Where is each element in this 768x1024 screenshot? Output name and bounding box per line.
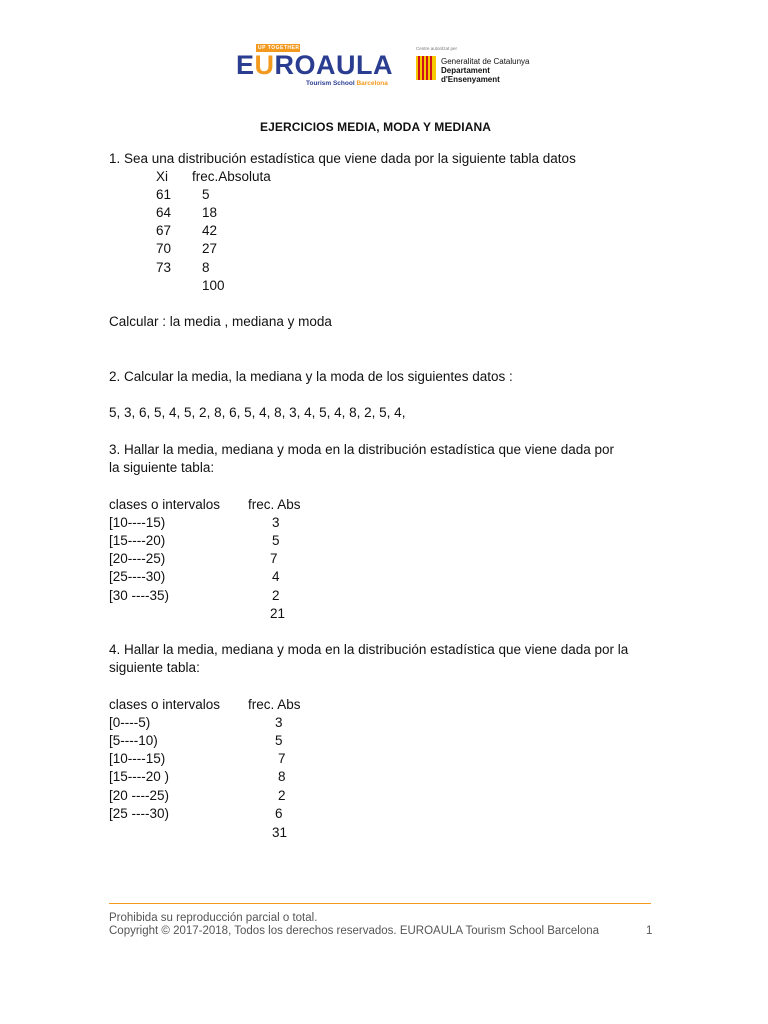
logo-letter-u: U — [254, 50, 275, 80]
logo-letters-roaula: ROAULA — [274, 50, 394, 80]
ex3-row-freq: 7 — [270, 551, 278, 566]
ex4-row-freq: 3 — [275, 715, 283, 730]
logo-letter-e: E — [236, 50, 255, 80]
ex4-row-class: [25 ----30) — [109, 806, 170, 821]
ex3-col-class: clases o intervalos — [109, 497, 221, 512]
ex4-row-class: [5----10) — [109, 733, 158, 748]
footer-copyright: Copyright © 2017-2018, Todos los derechos reservados. EUROAULA Tourism School Barcelona — [109, 925, 600, 937]
gencat-note: Centre autoritzat per — [416, 46, 458, 51]
ex3-row-class: [25----30) — [109, 569, 166, 584]
gencat-text — [441, 57, 530, 84]
ex3-row-class: [10----15) — [109, 515, 166, 530]
logo-subtitle-a: Tourism School — [306, 80, 355, 87]
ex3-col-freq: frec. Abs — [248, 497, 301, 512]
gencat-line1: Generalitat de Catalunya — [441, 57, 530, 66]
logo-subtitle-b: Barcelona — [356, 80, 388, 87]
ex4-row-freq: 7 — [278, 751, 286, 766]
ex3-row-freq: 5 — [272, 533, 280, 548]
footer-notice: Prohibida su reproducción parcial o total. — [109, 912, 318, 924]
ex4-col-freq: frec. Abs — [248, 697, 301, 712]
logo-subtitle — [306, 80, 388, 87]
ex1-row-f: 18 — [202, 205, 218, 220]
ex4-statement-line2: siguiente tabla: — [109, 660, 200, 675]
page-title: EJERCICIOS MEDIA, MODA Y MEDIANA — [260, 120, 492, 134]
footer-divider — [109, 903, 651, 904]
page-number: 1 — [646, 925, 653, 937]
ex1-row-f: 8 — [202, 260, 210, 275]
ex3-row-freq: 3 — [272, 515, 280, 530]
senyera-icon — [416, 56, 436, 80]
ex4-row-freq: 2 — [278, 788, 286, 803]
ex4-row-class: [15----20 ) — [109, 769, 170, 784]
ex1-col-x: Xi — [156, 169, 169, 184]
ex4-row-class: [20 ----25) — [109, 788, 170, 803]
ex1-row-x: 70 — [156, 241, 172, 256]
ex4-row-class: [10----15) — [109, 751, 166, 766]
ex4-col-class: clases o intervalos — [109, 697, 221, 712]
ex1-col-f: frec.Absoluta — [192, 169, 271, 184]
ex3-row-class: [20----25) — [109, 551, 166, 566]
ex1-row-f: 27 — [202, 241, 218, 256]
ex4-row-freq: 8 — [278, 769, 286, 784]
ex1-statement: 1. Sea una distribución estadística que viene dada por la siguiente tabla datos — [109, 151, 576, 166]
ex4-total: 31 — [272, 825, 288, 840]
ex3-row-class: [30 ----35) — [109, 588, 170, 603]
ex1-row-x: 67 — [156, 223, 172, 238]
ex3-row-class: [15----20) — [109, 533, 166, 548]
ex3-row-freq: 2 — [272, 588, 280, 603]
ex3-statement-line1: 3. Hallar la media, mediana y moda en la distribución estadística que viene dada por — [109, 442, 615, 457]
ex1-row-f: 5 — [202, 187, 210, 202]
gencat-line2: Departament — [441, 66, 490, 75]
ex2-data: 5, 3, 6, 5, 4, 5, 2, 8, 6, 5, 4, 8, 3, 4, 5, 4, 8, 2, 5, 4, — [109, 405, 406, 420]
ex2-statement: 2. Calcular la media, la mediana y la moda de los siguientes datos : — [109, 369, 513, 384]
ex1-row-x: 61 — [156, 187, 172, 202]
logo-wordmark — [236, 50, 393, 81]
ex4-row-class: [0----5) — [109, 715, 151, 730]
ex1-row-f: 42 — [202, 223, 218, 238]
ex4-statement-line1: 4. Hallar la media, mediana y moda en la distribución estadística que viene dada por la — [109, 642, 629, 657]
ex3-row-freq: 4 — [272, 569, 280, 584]
gencat-line3: d'Ensenyament — [441, 75, 500, 84]
ex3-statement-line2: la siguiente tabla: — [109, 460, 215, 475]
ex1-task: Calcular : la media , mediana y moda — [109, 314, 332, 329]
logo-ribbon-text: UP TOGETHER — [258, 45, 300, 51]
ex4-row-freq: 5 — [275, 733, 283, 748]
ex1-total: 100 — [202, 278, 225, 293]
ex1-row-x: 73 — [156, 260, 172, 275]
ex4-row-freq: 6 — [275, 806, 283, 821]
ex3-total: 21 — [270, 606, 286, 621]
ex1-row-x: 64 — [156, 205, 172, 220]
